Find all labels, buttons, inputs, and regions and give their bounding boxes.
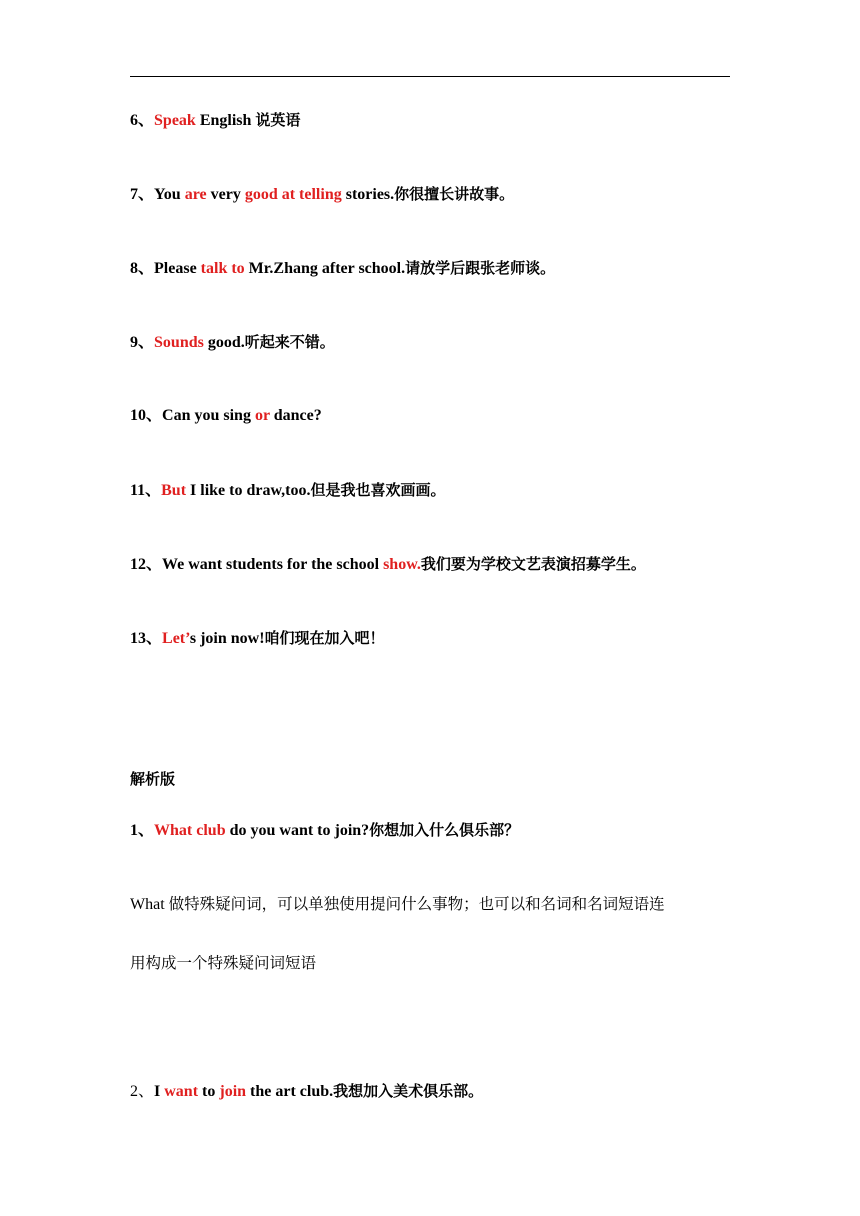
sentence-text: the art club. [246, 1083, 334, 1100]
sentence-text: to [198, 1083, 220, 1100]
chinese-translation: 但是我也喜欢画画。 [310, 481, 446, 499]
highlighted-phrase: are [184, 186, 207, 203]
item-number: 11、 [130, 482, 162, 499]
sentence-line [130, 332, 740, 353]
item-number: 2、 [130, 1083, 155, 1100]
sentence-text: very [206, 186, 245, 203]
explanation-line-1 [130, 894, 740, 915]
explanation-en: What [130, 896, 169, 913]
highlighted-phrase: show. [383, 556, 421, 573]
item-number: 13、 [130, 630, 163, 647]
sentence-text: I like to draw,too. [186, 482, 311, 499]
item-number: 8、 [130, 260, 155, 277]
chinese-translation: 我想加入美术俱乐部。 [333, 1082, 484, 1100]
chinese-translation: 你想加入什么俱乐部？ [369, 821, 520, 839]
sentence-text: do you want to join? [225, 822, 370, 839]
sentence-text: s join now! [189, 630, 265, 647]
sentence-text: good. [203, 334, 245, 351]
highlighted-phrase: join [219, 1083, 247, 1100]
sentence-text: Mr.Zhang after school. [244, 260, 406, 277]
highlighted-phrase: Let’ [162, 630, 190, 647]
highlighted-phrase: Speak [154, 112, 196, 129]
item-number: 6、 [130, 112, 155, 129]
explanation-line-2 [130, 953, 740, 974]
sentence-line [130, 628, 740, 649]
sentence-text: We want students for the school [162, 556, 384, 573]
analysis-heading: 解析版 [130, 770, 176, 788]
item-number: 1、 [130, 822, 155, 839]
highlighted-phrase: talk to [200, 260, 245, 277]
highlighted-phrase: good at telling [244, 186, 342, 203]
explanation-cn: 做特殊疑问词，可以单独使用提问什么事物；也可以和名词和名词短语连 [168, 895, 665, 913]
sentence-text: stories. [341, 186, 395, 203]
highlighted-phrase: want [164, 1083, 199, 1100]
sentence-text: You [154, 186, 185, 203]
chinese-translation: 说英语 [255, 111, 301, 129]
chinese-translation: 请放学后跟张老师谈。 [405, 259, 556, 277]
highlighted-phrase: Sounds [154, 334, 204, 351]
item-number: 7、 [130, 186, 155, 203]
sentence-line [130, 110, 740, 131]
sentence-text: Can you sing [162, 407, 255, 424]
highlighted-phrase: or [254, 407, 270, 424]
chinese-translation: 你很擅长讲故事。 [394, 185, 515, 203]
sentence-text: Please [154, 260, 201, 277]
item-number: 10、 [130, 407, 163, 424]
analysis-sentence-line-2 [130, 1081, 740, 1102]
highlighted-phrase: What club [154, 822, 226, 839]
item-number: 12、 [130, 556, 163, 573]
sentence-line [130, 184, 740, 205]
explanation-cn-2: 用构成一个特殊疑问词短语 [130, 954, 317, 972]
chinese-translation: 我们要为学校文艺表演招募学生。 [420, 555, 646, 573]
sentence-line [130, 554, 740, 575]
sentence-text: I [154, 1083, 165, 1100]
sentence-line [130, 258, 740, 279]
chinese-translation: 咱们现在加入吧！ [264, 629, 385, 647]
item-number: 9、 [130, 334, 155, 351]
chinese-translation: 听起来不错。 [244, 333, 335, 351]
analysis-sentence-line [130, 820, 740, 841]
highlighted-phrase: But [161, 482, 187, 499]
sentence-line [130, 480, 740, 501]
header-rule [130, 76, 730, 77]
sentence-line [130, 406, 740, 426]
sentence-text: dance? [269, 407, 322, 424]
sentence-text: English [195, 112, 256, 129]
